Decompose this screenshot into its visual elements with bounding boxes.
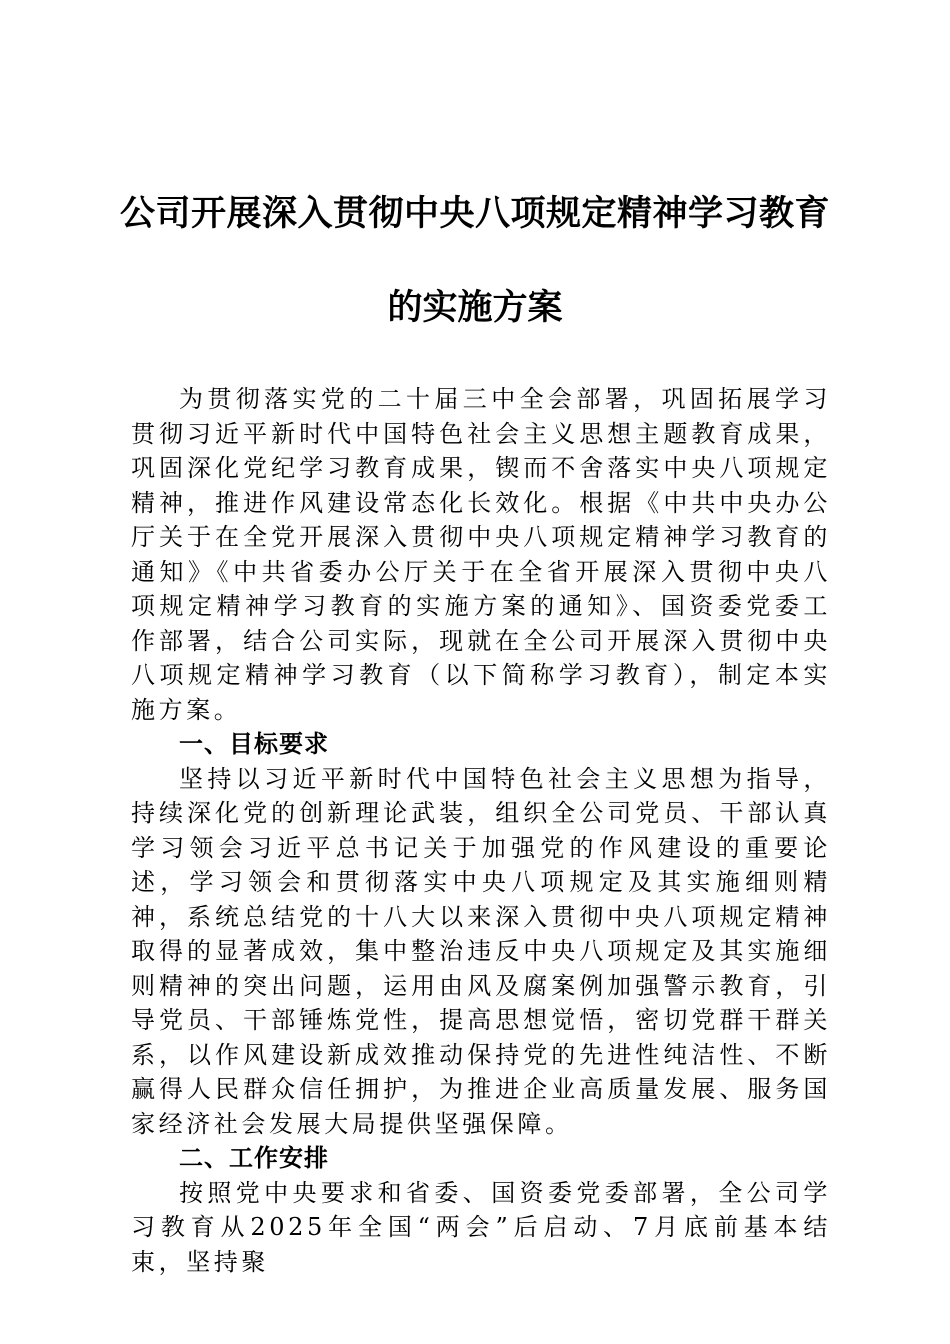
document-title-line-1: 公司开展深入贯彻中央八项规定精神学习教育 [119, 193, 830, 234]
section-1-heading: 一、目标要求 [179, 730, 329, 758]
document-title-line-2: 的实施方案 [387, 287, 563, 328]
section-1-paragraph: 坚持以习近平新时代中国特色社会主义思想为指导，持续深化党的创新理论武装，组织全公司党员、干部认真学习领会习近平总书记关于加强党的作风建设的重要论述，学习领会和贯彻落实中央八项规定及其实施细则精神，系统总结党的十八大以来深入贯彻中央八项规定精神取得的显著成效，集中整治违反中央八项规定及其实施细则精神的突出问题，运用由风及腐案例加强警示教育，引导党员、干部锤炼党性，提高思想觉悟，密切党群干群关系，以作风建设新成效推动保持党的先进性纯洁性、不断赢得人民群众信任拥护，为推进企业高质量发展、服务国家经济社会发展大局提供坚强保障。 [131, 764, 831, 1138]
section-2-heading: 二、工作安排 [179, 1144, 329, 1172]
intro-paragraph: 为贯彻落实党的二十届三中全会部署，巩固拓展学习贯彻习近平新时代中国特色社会主义思想主题教育成果，巩固深化党纪学习教育成果，锲而不舍落实中央八项规定精神，推进作风建设常态化长效化。根据《中共中央办公厅关于在全党开展深入贯彻中央八项规定精神学习教育的通知》《中共省委办公厅关于在全省开展深入贯彻中央八项规定精神学习教育的实施方案的通知》、国资委党委工作部署，结合公司实际，现就在全公司开展深入贯彻中央八项规定精神学习教育（以下简称学习教育），制定本实施方案。 [131, 385, 831, 724]
document-body [131, 382, 831, 1279]
section-2-paragraph: 按照党中央要求和省委、国资委党委部署，全公司学习教育从2025年全国“两会”后启动、7月底前基本结束，坚持聚 [131, 1178, 831, 1276]
